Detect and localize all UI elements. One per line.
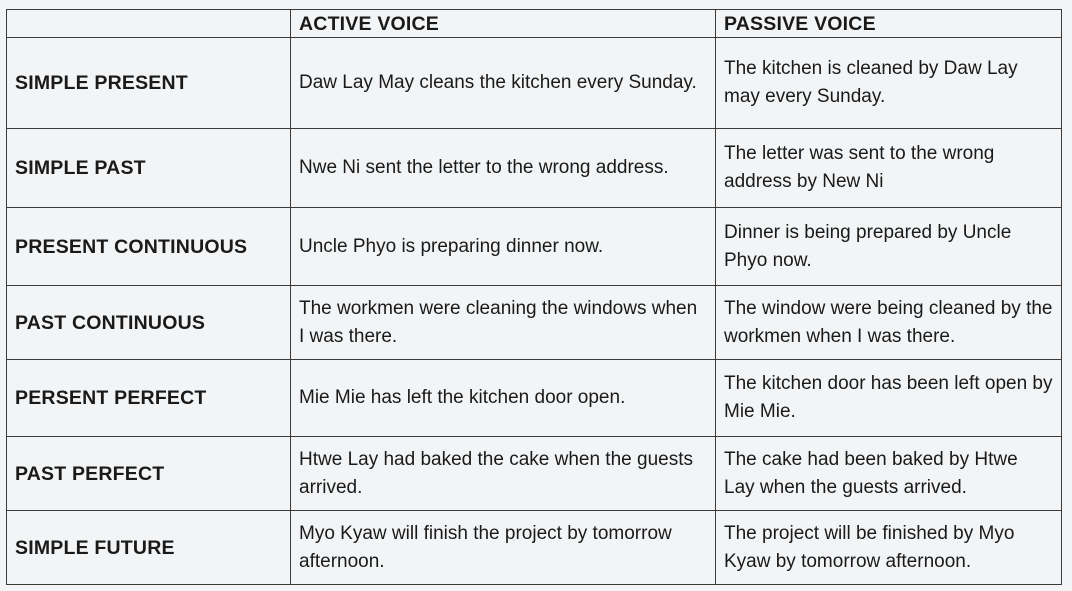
active-sentence: Nwe Ni sent the letter to the wrong address. (291, 129, 716, 208)
active-sentence: Uncle Phyo is preparing dinner now. (291, 208, 716, 286)
passive-sentence: The kitchen door has been left open by Mie Mie. (716, 360, 1062, 437)
tense-label: SIMPLE FUTURE (7, 511, 291, 585)
header-active-voice: ACTIVE VOICE (291, 10, 716, 38)
header-passive-voice: PASSIVE VOICE (716, 10, 1062, 38)
tense-label: SIMPLE PRESENT (7, 38, 291, 129)
tense-label: PAST CONTINUOUS (7, 286, 291, 360)
tense-label: PRESENT CONTINUOUS (7, 208, 291, 286)
table-row (7, 129, 1062, 208)
tense-label: PERSENT PERFECT (7, 360, 291, 437)
active-passive-voice-table (6, 9, 1062, 585)
table-row (7, 360, 1062, 437)
header-tense (7, 10, 291, 38)
voice-table-container (6, 9, 1062, 585)
table-row (7, 38, 1062, 129)
active-sentence: The workmen were cleaning the windows when I was there. (291, 286, 716, 360)
table-row (7, 286, 1062, 360)
table-header-row (7, 10, 1062, 38)
active-sentence: Htwe Lay had baked the cake when the guests arrived. (291, 437, 716, 511)
passive-sentence: The kitchen is cleaned by Daw Lay may every Sunday. (716, 38, 1062, 129)
passive-sentence: Dinner is being prepared by Uncle Phyo now. (716, 208, 1062, 286)
passive-sentence: The window were being cleaned by the workmen when I was there. (716, 286, 1062, 360)
table-row (7, 208, 1062, 286)
tense-label: SIMPLE PAST (7, 129, 291, 208)
active-sentence: Daw Lay May cleans the kitchen every Sunday. (291, 38, 716, 129)
passive-sentence: The project will be finished by Myo Kyaw by tomorrow afternoon. (716, 511, 1062, 585)
passive-sentence: The letter was sent to the wrong address by New Ni (716, 129, 1062, 208)
active-sentence: Myo Kyaw will finish the project by tomorrow afternoon. (291, 511, 716, 585)
tense-label: PAST PERFECT (7, 437, 291, 511)
passive-sentence: The cake had been baked by Htwe Lay when the guests arrived. (716, 437, 1062, 511)
table-row (7, 437, 1062, 511)
active-sentence: Mie Mie has left the kitchen door open. (291, 360, 716, 437)
table-row (7, 511, 1062, 585)
